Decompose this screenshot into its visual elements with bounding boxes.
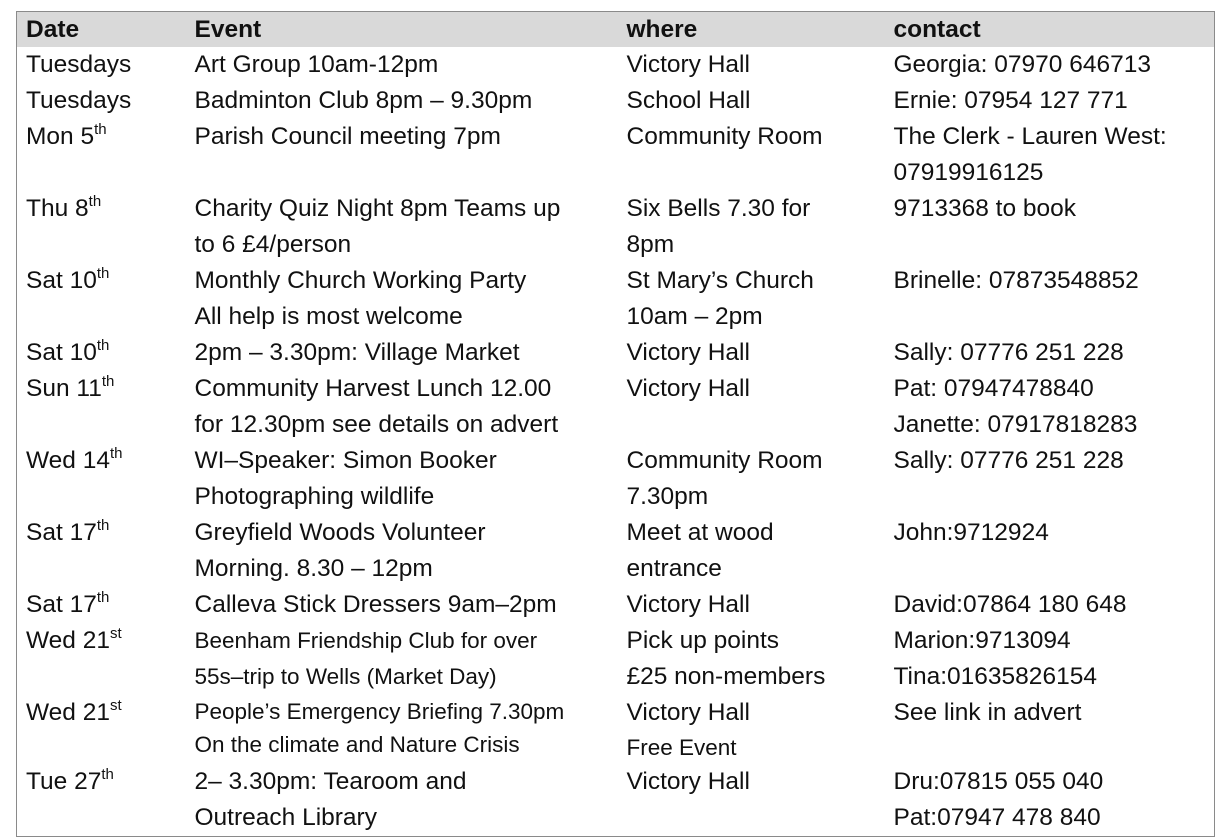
where-cell — [618, 47, 885, 83]
event-cell — [186, 623, 618, 695]
event-line: Community Harvest Lunch 12.00 — [194, 375, 552, 402]
date-cell — [17, 191, 186, 263]
contact-line: Georgia: 07970 646713 — [893, 51, 1151, 78]
where-line: Victory Hall — [626, 699, 750, 726]
where-line: Victory Hall — [626, 768, 750, 795]
date-ordinal-suffix: th — [96, 265, 110, 282]
event-line: Monthly Church Working Party — [194, 267, 527, 294]
where-cell — [618, 764, 885, 837]
date-ordinal-suffix: th — [96, 337, 110, 354]
where-line: Community Room — [626, 447, 823, 474]
event-line: Outreach Library — [194, 804, 377, 831]
date-cell — [17, 119, 186, 191]
table-row — [17, 119, 1215, 191]
date-cell — [17, 83, 186, 119]
where-cell — [618, 263, 885, 335]
date-ordinal-suffix: th — [94, 121, 107, 138]
event-cell — [186, 47, 618, 83]
table-row — [17, 515, 1215, 587]
event-line: Photographing wildlife — [194, 483, 435, 510]
date-ordinal-suffix: th — [96, 589, 110, 606]
table-row — [17, 764, 1215, 837]
table-row — [17, 443, 1215, 515]
where-line: School Hall — [626, 87, 751, 114]
event-line: All help is most welcome — [194, 303, 463, 330]
where-line: 10am – 2pm — [626, 303, 763, 330]
contact-cell — [885, 83, 1215, 119]
event-line: Art Group 10am-12pm — [194, 51, 439, 78]
date-ordinal-suffix: th — [96, 517, 110, 534]
where-cell — [618, 335, 885, 371]
contact-line: Tina:01635826154 — [893, 663, 1097, 690]
date-cell — [17, 515, 186, 587]
date-cell — [17, 335, 186, 371]
table-header — [17, 12, 1215, 48]
table-row — [17, 47, 1215, 83]
date-text: Wed 21 — [26, 627, 110, 654]
contact-line: David:07864 180 648 — [893, 591, 1127, 618]
where-line: Free Event — [626, 735, 737, 760]
contact-line: Ernie: 07954 127 771 — [893, 87, 1128, 114]
where-line: Community Room — [626, 123, 823, 150]
event-line: Charity Quiz Night 8pm Teams up — [194, 195, 561, 222]
contact-line: See link in advert — [893, 699, 1082, 726]
contact-line: Sally: 07776 251 228 — [893, 447, 1124, 474]
where-line: St Mary’s Church — [626, 267, 814, 294]
header-row — [17, 12, 1215, 48]
table-row — [17, 335, 1215, 371]
table-row — [17, 83, 1215, 119]
where-line: 8pm — [626, 231, 675, 258]
where-cell — [618, 515, 885, 587]
contact-cell — [885, 623, 1215, 695]
contact-cell — [885, 191, 1215, 263]
where-line: Six Bells 7.30 for — [626, 195, 811, 222]
where-line: Victory Hall — [626, 591, 750, 618]
event-line: People’s Emergency Briefing 7.30pm — [194, 699, 565, 724]
event-line: Calleva Stick Dressers 9am–2pm — [194, 591, 557, 618]
contact-line: Marion:9713094 — [893, 627, 1071, 654]
date-cell — [17, 764, 186, 837]
date-ordinal-suffix: th — [110, 445, 123, 462]
event-cell — [186, 119, 618, 191]
date-text: Sun 11 — [26, 375, 102, 402]
event-cell — [186, 695, 618, 764]
event-cell — [186, 764, 618, 837]
table-body — [17, 47, 1215, 837]
date-text: Wed 21 — [26, 699, 110, 726]
where-line: Victory Hall — [626, 375, 750, 402]
header-where: where — [626, 16, 698, 43]
event-cell — [186, 335, 618, 371]
date-text: Wed 14 — [26, 447, 110, 474]
contact-line: John:9712924 — [893, 519, 1049, 546]
date-text: Sat 17 — [26, 591, 97, 618]
contact-cell — [885, 764, 1215, 837]
date-ordinal-suffix: st — [110, 697, 122, 714]
event-cell — [186, 443, 618, 515]
event-cell — [186, 263, 618, 335]
where-cell — [618, 695, 885, 764]
event-line: WI–Speaker: Simon Booker — [194, 447, 497, 474]
table-row — [17, 263, 1215, 335]
where-cell — [618, 443, 885, 515]
contact-cell — [885, 587, 1215, 623]
contact-cell — [885, 263, 1215, 335]
date-text: Tuesdays — [26, 51, 132, 78]
where-line: Pick up points — [626, 627, 780, 654]
contact-cell — [885, 119, 1215, 191]
contact-line: Sally: 07776 251 228 — [893, 339, 1124, 366]
event-line: 2– 3.30pm: Tearoom and — [194, 768, 467, 795]
header-contact: contact — [893, 16, 981, 43]
table-row — [17, 695, 1215, 764]
where-line: Victory Hall — [626, 339, 750, 366]
event-line: Beenham Friendship Club for over — [194, 628, 538, 653]
event-line: Greyfield Woods Volunteer — [194, 519, 486, 546]
where-line: entrance — [626, 555, 722, 582]
date-text: Sat 17 — [26, 519, 97, 546]
event-line: for 12.30pm see details on advert — [194, 411, 559, 438]
date-ordinal-suffix: th — [101, 373, 115, 390]
where-line: £25 non-members — [626, 663, 826, 690]
contact-line: Brinelle: 07873548852 — [893, 267, 1139, 294]
contact-cell — [885, 371, 1215, 443]
event-line: Badminton Club 8pm – 9.30pm — [194, 87, 533, 114]
table-row — [17, 371, 1215, 443]
contact-line: Pat: 07947478840 — [893, 375, 1094, 402]
contact-cell — [885, 335, 1215, 371]
contact-cell — [885, 443, 1215, 515]
date-text: Tuesdays — [26, 87, 132, 114]
where-line: Meet at wood — [626, 519, 774, 546]
event-cell — [186, 191, 618, 263]
contact-line: Dru:07815 055 040 — [893, 768, 1104, 795]
event-cell — [186, 83, 618, 119]
where-cell — [618, 623, 885, 695]
header-date: Date — [26, 16, 80, 43]
contact-cell — [885, 515, 1215, 587]
event-line: 55s–trip to Wells (Market Day) — [194, 664, 497, 689]
where-cell — [618, 119, 885, 191]
where-cell — [618, 191, 885, 263]
contact-line: Pat:07947 478 840 — [893, 804, 1101, 831]
date-text: Mon 5 — [26, 123, 95, 150]
event-line: On the climate and Nature Crisis — [194, 732, 520, 757]
date-cell — [17, 623, 186, 695]
date-cell — [17, 695, 186, 764]
where-cell — [618, 83, 885, 119]
table-row — [17, 191, 1215, 263]
where-line: 7.30pm — [626, 483, 709, 510]
date-cell — [17, 47, 186, 83]
contact-line: 9713368 to book — [893, 195, 1077, 222]
where-cell — [618, 371, 885, 443]
table-row — [17, 587, 1215, 623]
date-text: Sat 10 — [26, 339, 97, 366]
date-ordinal-suffix: th — [88, 193, 102, 210]
table-row — [17, 623, 1215, 695]
contact-cell — [885, 695, 1215, 764]
date-cell — [17, 587, 186, 623]
header-event: Event — [194, 16, 262, 43]
contact-line: Janette: 07917818283 — [893, 411, 1138, 438]
date-cell — [17, 263, 186, 335]
event-line: Parish Council meeting 7pm — [194, 123, 501, 150]
date-ordinal-suffix: st — [110, 625, 122, 642]
date-ordinal-suffix: th — [101, 766, 114, 783]
contact-line: The Clerk - Lauren West: — [893, 123, 1167, 150]
event-cell — [186, 515, 618, 587]
event-cell — [186, 587, 618, 623]
date-cell — [17, 371, 186, 443]
date-text: Sat 10 — [26, 267, 97, 294]
where-cell — [618, 587, 885, 623]
date-text: Tue 27 — [26, 768, 102, 795]
date-cell — [17, 443, 186, 515]
where-line: Victory Hall — [626, 51, 750, 78]
event-cell — [186, 371, 618, 443]
contact-line: 07919916125 — [893, 159, 1044, 186]
events-table — [16, 11, 1215, 837]
event-line: 2pm – 3.30pm: Village Market — [194, 339, 520, 366]
date-text: Thu 8 — [26, 195, 89, 222]
event-line: Morning. 8.30 – 12pm — [194, 555, 433, 582]
event-line: to 6 £4/person — [194, 231, 352, 258]
contact-cell — [885, 47, 1215, 83]
